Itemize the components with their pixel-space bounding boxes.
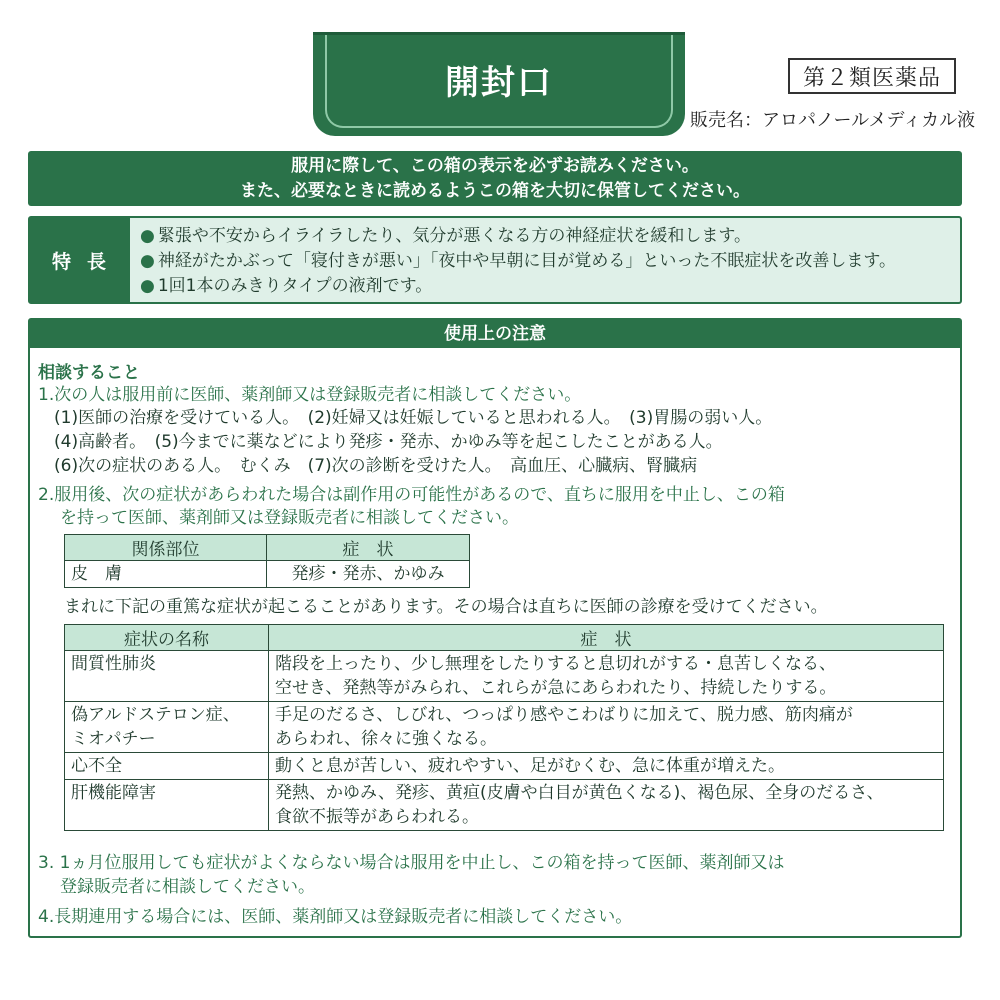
caution-item-4: 4.長期連用する場合には、医師、薬剤師又は登録販売者に相談してください。	[38, 907, 633, 927]
caution-item-1-line: (6)次の症状のある人。 むくみ (7)次の診断を受けた人。 高血圧、心臓病、腎臓病	[54, 456, 698, 476]
table-cell: 心不全	[65, 753, 269, 780]
table-row	[65, 651, 944, 702]
drug-category-badge: 第２類医薬品	[788, 58, 956, 94]
features-heading: 特長	[30, 218, 130, 302]
caution-item-3-line-1: 3. 1ヵ月位服用しても症状がよくならない場合は服用を中止し、この箱を持って医師、薬剤師又は	[38, 853, 785, 873]
table-row	[65, 561, 470, 588]
features-box	[28, 216, 962, 304]
table-header: 関係部位	[65, 535, 267, 561]
table-cell: 発熱、かゆみ、発疹、黄疸(皮膚や白目が黄色くなる)、褐色尿、全身のだるさ、 食欲不振等があらわれる。	[269, 780, 944, 831]
table-cell: 発疹・発赤、かゆみ	[267, 561, 470, 588]
notice-line-2: また、必要なときに読めるようこの箱を大切に保管してください。	[240, 181, 750, 201]
rare-note: まれに下記の重篤な症状が起こることがあります。その場合は直ちに医師の診療を受けてください。	[64, 597, 828, 617]
notice-line-1: 服用に際して、この箱の表示を必ずお読みください。	[291, 156, 699, 176]
caution-item-1-line: (1)医師の治療を受けている人。 (2)妊婦又は妊娠していると思われる人。 (3)胃腸の弱い人。	[54, 408, 773, 428]
table-header-row	[65, 625, 944, 651]
feature-item: ● 1回1本のみきりタイプの液剤です。	[140, 276, 433, 296]
table-header: 症 状	[269, 625, 944, 651]
table-header: 症 状	[267, 535, 470, 561]
serious-symptoms-table	[64, 624, 944, 831]
notice-banner	[28, 151, 962, 206]
opening-tab[interactable]	[313, 32, 685, 136]
table-cell: 偽アルドステロン症、 ミオパチー	[65, 702, 269, 753]
bullet-icon: ●	[140, 251, 155, 271]
bullet-icon: ●	[140, 226, 155, 246]
side-effects-table	[64, 534, 470, 588]
features-list	[140, 224, 954, 299]
caution-item-2-line-2: を持って医師、薬剤師又は登録販売者に相談してください。	[60, 508, 519, 528]
consult-subtitle: 相談すること	[38, 363, 140, 383]
table-row	[65, 780, 944, 831]
table-header-row	[65, 535, 470, 561]
table-cell: 手足のだるさ、しびれ、つっぱり感やこわばりに加えて、脱力感、筋肉痛が あらわれ、徐々に強くなる。	[269, 702, 944, 753]
feature-item: ● 神経がたかぶって「寝付きが悪い」「夜中や早朝に目が覚める」といった不眠症状を改善します。	[140, 251, 896, 271]
feature-item: ● 緊張や不安からイライラしたり、気分が悪くなる方の神経症状を緩和します。	[140, 226, 751, 246]
table-cell: 動くと息が苦しい、疲れやすい、足がむくむ、急に体重が増えた。	[269, 753, 944, 780]
bullet-icon: ●	[140, 276, 155, 296]
caution-item-1-line: (4)高齢者。 (5)今までに薬などにより発疹・発赤、かゆみ等を起こしたことがある人。	[54, 432, 723, 452]
table-header: 症状の名称	[65, 625, 269, 651]
caution-item-1: 1.次の人は服用前に医師、薬剤師又は登録販売者に相談してください。	[38, 385, 582, 405]
table-cell: 階段を上ったり、少し無理をしたりすると息切れがする・息苦しくなる、 空せき、発熱等がみられ、これらが急にあらわれたり、持続したりする。	[269, 651, 944, 702]
tab-label: 開封口	[445, 63, 553, 103]
caution-item-3-line-2: 登録販売者に相談してください。	[60, 877, 315, 897]
table-cell: 間質性肺炎	[65, 651, 269, 702]
table-cell: 皮 膚	[65, 561, 267, 588]
table-row	[65, 753, 944, 780]
caution-item-2-line-1: 2.服用後、次の症状があらわれた場合は副作用の可能性があるので、直ちに服用を中止し、この箱	[38, 485, 785, 505]
cautions-panel	[28, 318, 962, 938]
table-row	[65, 702, 944, 753]
sales-name: 販売名：アロパノールメディカル液	[690, 110, 976, 131]
table-cell: 肝機能障害	[65, 780, 269, 831]
cautions-heading: 使用上の注意	[30, 320, 960, 348]
